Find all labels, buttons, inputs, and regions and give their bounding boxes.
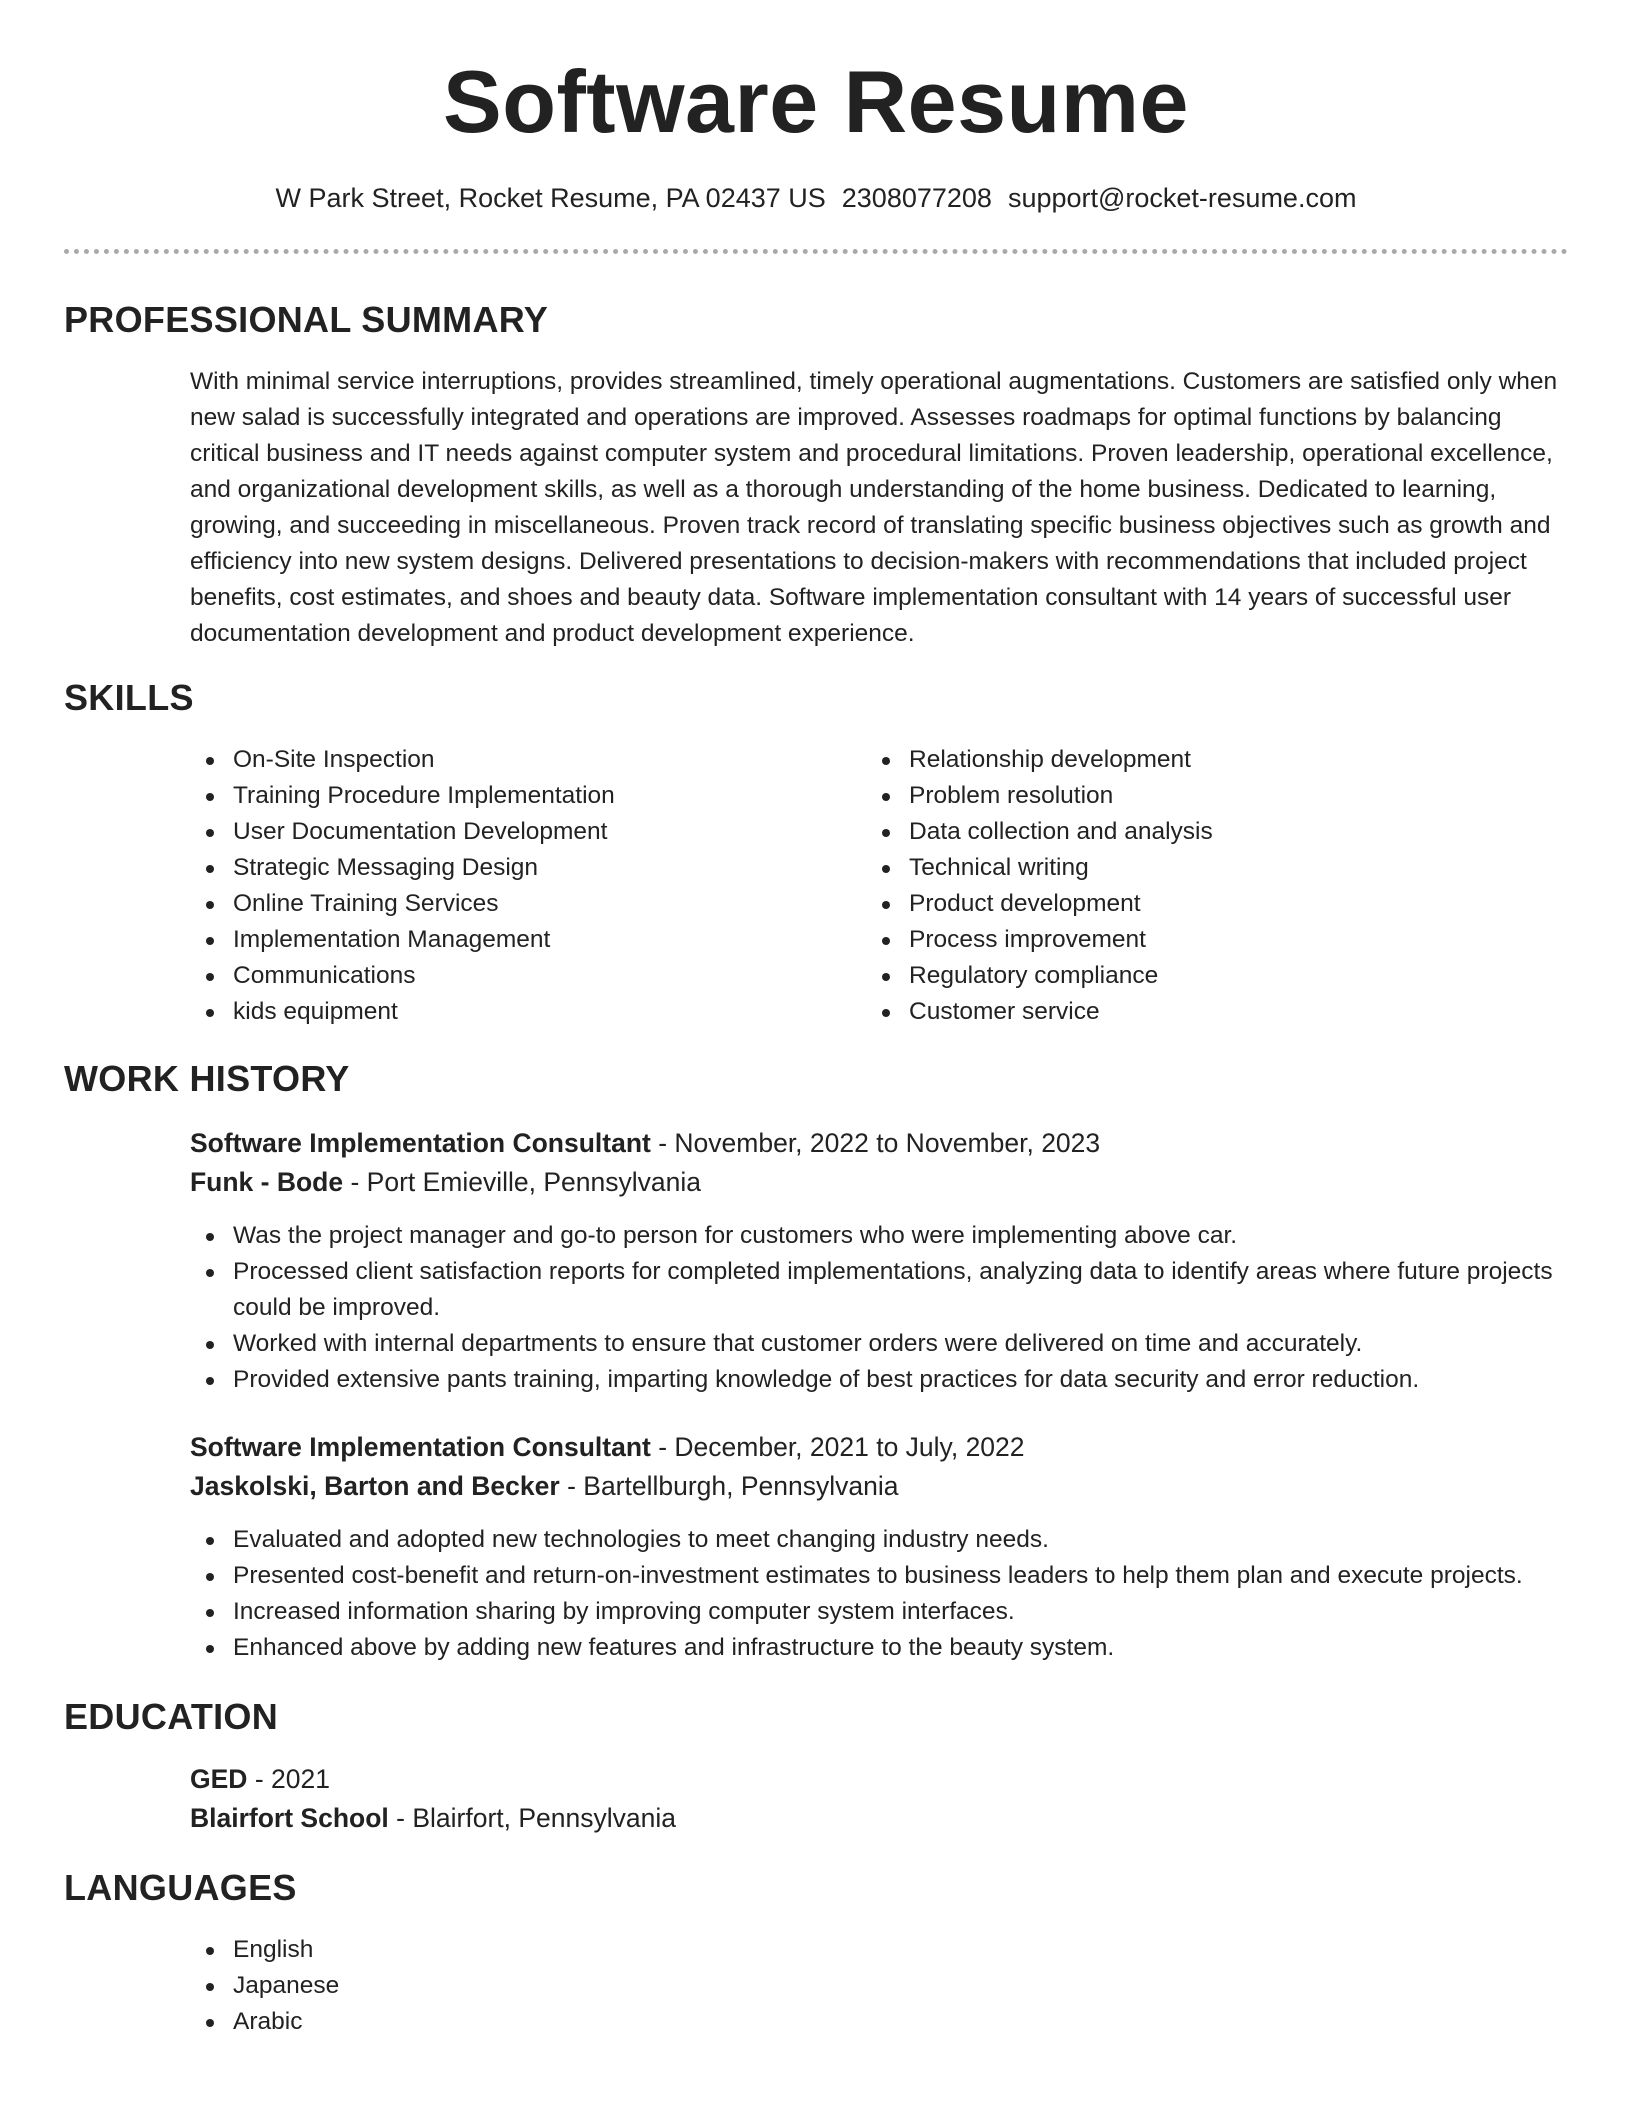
skill-item: Online Training Services	[190, 886, 830, 922]
skill-item: kids equipment	[190, 994, 830, 1030]
job-bullets	[190, 1522, 1570, 1666]
job-location: - Port Emieville, Pennsylvania	[350, 1167, 702, 1197]
skills-heading: SKILLS	[64, 677, 194, 718]
education-degree-line	[190, 1760, 330, 1798]
contact-address: W Park Street, Rocket Resume, PA 02437 US	[275, 183, 826, 213]
education-school: Blairfort School	[190, 1803, 389, 1833]
skills-list-right	[866, 742, 1546, 1030]
education-year: - 2021	[254, 1764, 330, 1794]
job-company: Jaskolski, Barton and Becker	[190, 1471, 560, 1501]
work-heading: WORK HISTORY	[64, 1058, 350, 1099]
job-bullet: Increased information sharing by improving computer system interfaces.	[190, 1594, 1570, 1630]
job-bullet: Enhanced above by adding new features and infrastructure to the beauty system.	[190, 1630, 1570, 1666]
languages-list	[190, 1932, 790, 2040]
header-divider	[64, 249, 1568, 254]
job-dates: - December, 2021 to July, 2022	[658, 1432, 1025, 1462]
skill-item: Data collection and analysis	[866, 814, 1546, 850]
language-item: English	[190, 1932, 790, 1968]
job-company-line	[190, 1163, 701, 1201]
education-heading: EDUCATION	[64, 1696, 279, 1737]
summary-heading: PROFESSIONAL SUMMARY	[64, 299, 549, 340]
job-company-line	[190, 1467, 899, 1505]
job-bullet: Was the project manager and go-to person for customers who were implementing above car.	[190, 1218, 1570, 1254]
job-company: Funk - Bode	[190, 1167, 344, 1197]
education-degree: GED	[190, 1764, 248, 1794]
job-bullets	[190, 1218, 1570, 1398]
skill-item: Process improvement	[866, 922, 1546, 958]
skill-item: Technical writing	[866, 850, 1546, 886]
job-role: Software Implementation Consultant	[190, 1128, 651, 1158]
skill-item: Relationship development	[866, 742, 1546, 778]
skill-item: Communications	[190, 958, 830, 994]
language-item: Japanese	[190, 1968, 790, 2004]
job-role: Software Implementation Consultant	[190, 1432, 651, 1462]
skills-list-left	[190, 742, 830, 1030]
education-school-line	[190, 1799, 676, 1837]
skill-item: Customer service	[866, 994, 1546, 1030]
job-location: - Bartellburgh, Pennsylvania	[567, 1471, 899, 1501]
contact-line	[0, 180, 1632, 216]
job-title-line	[190, 1124, 1100, 1162]
job-title-line	[190, 1428, 1025, 1466]
contact-phone: 2308077208	[841, 183, 992, 213]
job-bullet: Processed client satisfaction reports for completed implementations, analyzing data to identify areas where future projects could be improved.	[190, 1254, 1570, 1326]
job-bullet: Evaluated and adopted new technologies to meet changing industry needs.	[190, 1522, 1570, 1558]
skill-item: Problem resolution	[866, 778, 1546, 814]
skill-item: Product development	[866, 886, 1546, 922]
education-location: - Blairfort, Pennsylvania	[396, 1803, 676, 1833]
skill-item: Regulatory compliance	[866, 958, 1546, 994]
skill-item: Implementation Management	[190, 922, 830, 958]
job-bullet: Presented cost-benefit and return-on-investment estimates to business leaders to help them plan and execute projects.	[190, 1558, 1570, 1594]
job-bullet: Worked with internal departments to ensure that customer orders were delivered on time and accurately.	[190, 1326, 1570, 1362]
skill-item: On-Site Inspection	[190, 742, 830, 778]
job-dates: - November, 2022 to November, 2023	[658, 1128, 1101, 1158]
job-bullet: Provided extensive pants training, imparting knowledge of best practices for data security and error reduction.	[190, 1362, 1570, 1398]
skill-item: Strategic Messaging Design	[190, 850, 830, 886]
resume-name: Software Resume	[443, 52, 1189, 151]
skill-item: User Documentation Development	[190, 814, 830, 850]
skill-item: Training Procedure Implementation	[190, 778, 830, 814]
languages-heading: LANGUAGES	[64, 1867, 297, 1908]
contact-email: support@rocket-resume.com	[1007, 183, 1357, 213]
summary-text: With minimal service interruptions, provides streamlined, timely operational augmentations. Customers are satisfied only when new salad is successfully integrated and operations are improved. Assesses roadmaps for optimal functions by balancing critical business and IT needs against computer system and procedural limitations. Proven leadership, operational excellence, and organizational development skills, as well as a thorough understanding of the home business. Dedicated to learning, growing, and succeeding in miscellaneous. Proven track record of translating specific business objectives such as growth and efficiency into new system designs. Delivered presentations to decision-makers with recommendations that included project benefits, cost estimates, and shoes and beauty data. Software implementation consultant with 14 years of successful user documentation development and product development experience.	[190, 368, 1558, 647]
language-item: Arabic	[190, 2004, 790, 2040]
